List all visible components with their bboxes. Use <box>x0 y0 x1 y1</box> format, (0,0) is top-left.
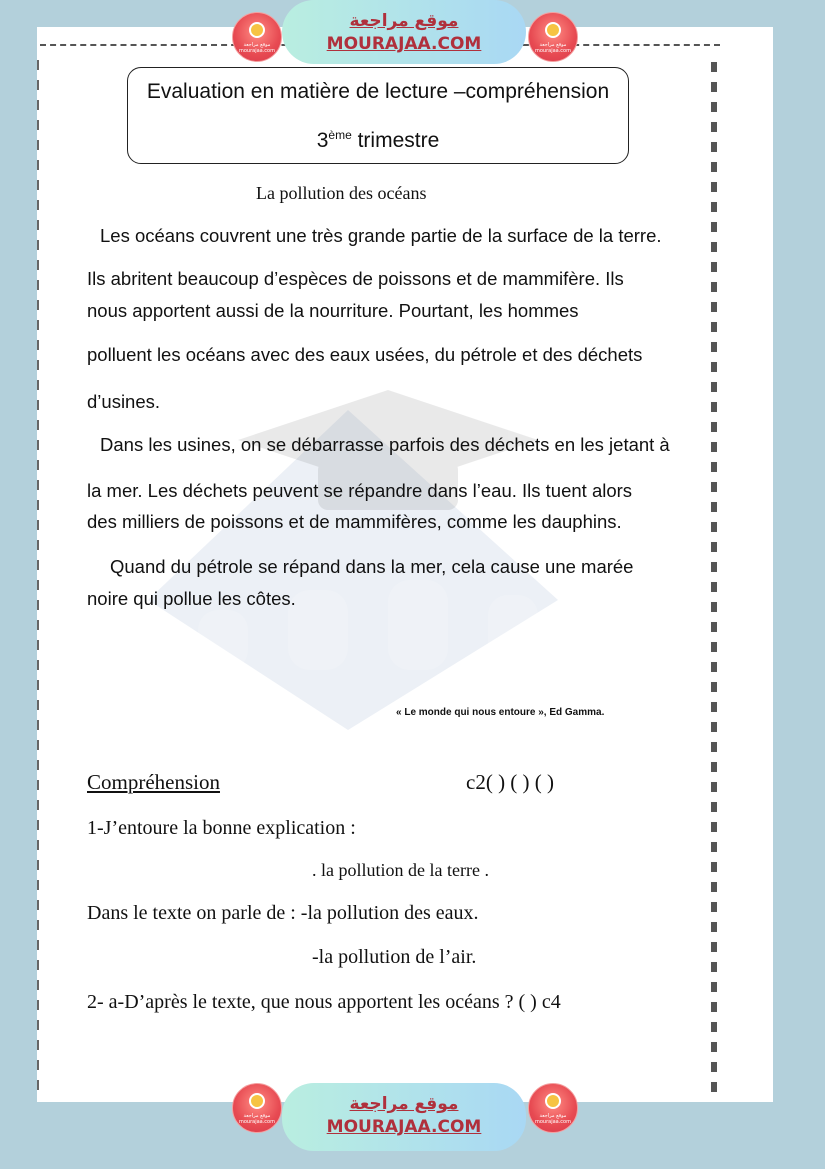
score-code: c2( ) ( ) ( ) <box>466 770 555 794</box>
site-name-latin[interactable]: MOURAJAA.COM <box>326 1117 482 1137</box>
trimester-label: 3ème trimestre <box>316 128 440 152</box>
question-1: 1-J’entoure la bonne explication : <box>87 817 356 839</box>
exam-title: Evaluation en matière de lecture –compréhension <box>146 80 610 103</box>
text-line: Ils abritent beaucoup d’espèces de poissons et de mammifère. Ils <box>87 268 624 289</box>
question-2: 2- a-D’après le texte, que nous apportent les océans ? ( ) c4 <box>87 991 561 1013</box>
comprehension-heading: Compréhension <box>87 770 220 794</box>
option-air[interactable]: -la pollution de l’air. <box>312 946 477 968</box>
option-terre[interactable]: . la pollution de la terre . <box>312 860 489 880</box>
text-line: la mer. Les déchets peuvent se répandre dans l’eau. Ils tuent alors <box>87 480 633 501</box>
text-line: Quand du pétrole se répand dans la mer, cela cause une marée <box>110 556 634 577</box>
text-line: noire qui pollue les côtes. <box>87 588 296 609</box>
left-border <box>37 56 43 1096</box>
site-banner-bottom[interactable] <box>282 1083 526 1151</box>
text-line: nous apportent aussi de la nourriture. Pourtant, les hommes <box>87 300 579 321</box>
brand-logo-icon: موقع مراجعة mourajaa.com <box>528 1083 578 1133</box>
site-name-latin[interactable]: MOURAJAA.COM <box>326 34 482 54</box>
brand-logo-icon: موقع مراجعة mourajaa.com <box>528 12 578 62</box>
site-banner-top[interactable] <box>282 0 526 64</box>
text-line: des milliers de poissons et de mammifères, comme les dauphins. <box>87 511 622 532</box>
exam-title-box <box>127 67 629 164</box>
text-line: Dans les usines, on se débarrasse parfois des déchets en les jetant à <box>100 434 670 455</box>
text-line: polluent les océans avec des eaux usées, du pétrole et des déchets <box>87 344 643 365</box>
text-line: d’usines. <box>87 391 161 412</box>
site-name-arabic[interactable]: موقع مراجعة <box>349 1094 459 1114</box>
text-line: Les océans couvrent une très grande partie de la surface de la terre. <box>100 225 662 246</box>
question-1-stem: Dans le texte on parle de : -la pollution des eaux. <box>87 902 479 924</box>
right-border <box>711 56 717 1096</box>
site-name-arabic[interactable]: موقع مراجعة <box>349 11 459 31</box>
brand-logo-icon: موقع مراجعة mourajaa.com <box>232 1083 282 1133</box>
text-title: La pollution des océans <box>256 183 427 203</box>
brand-logo-icon: موقع مراجعة mourajaa.com <box>232 12 282 62</box>
text-source: « Le monde qui nous entoure », Ed Gamma. <box>396 707 605 718</box>
